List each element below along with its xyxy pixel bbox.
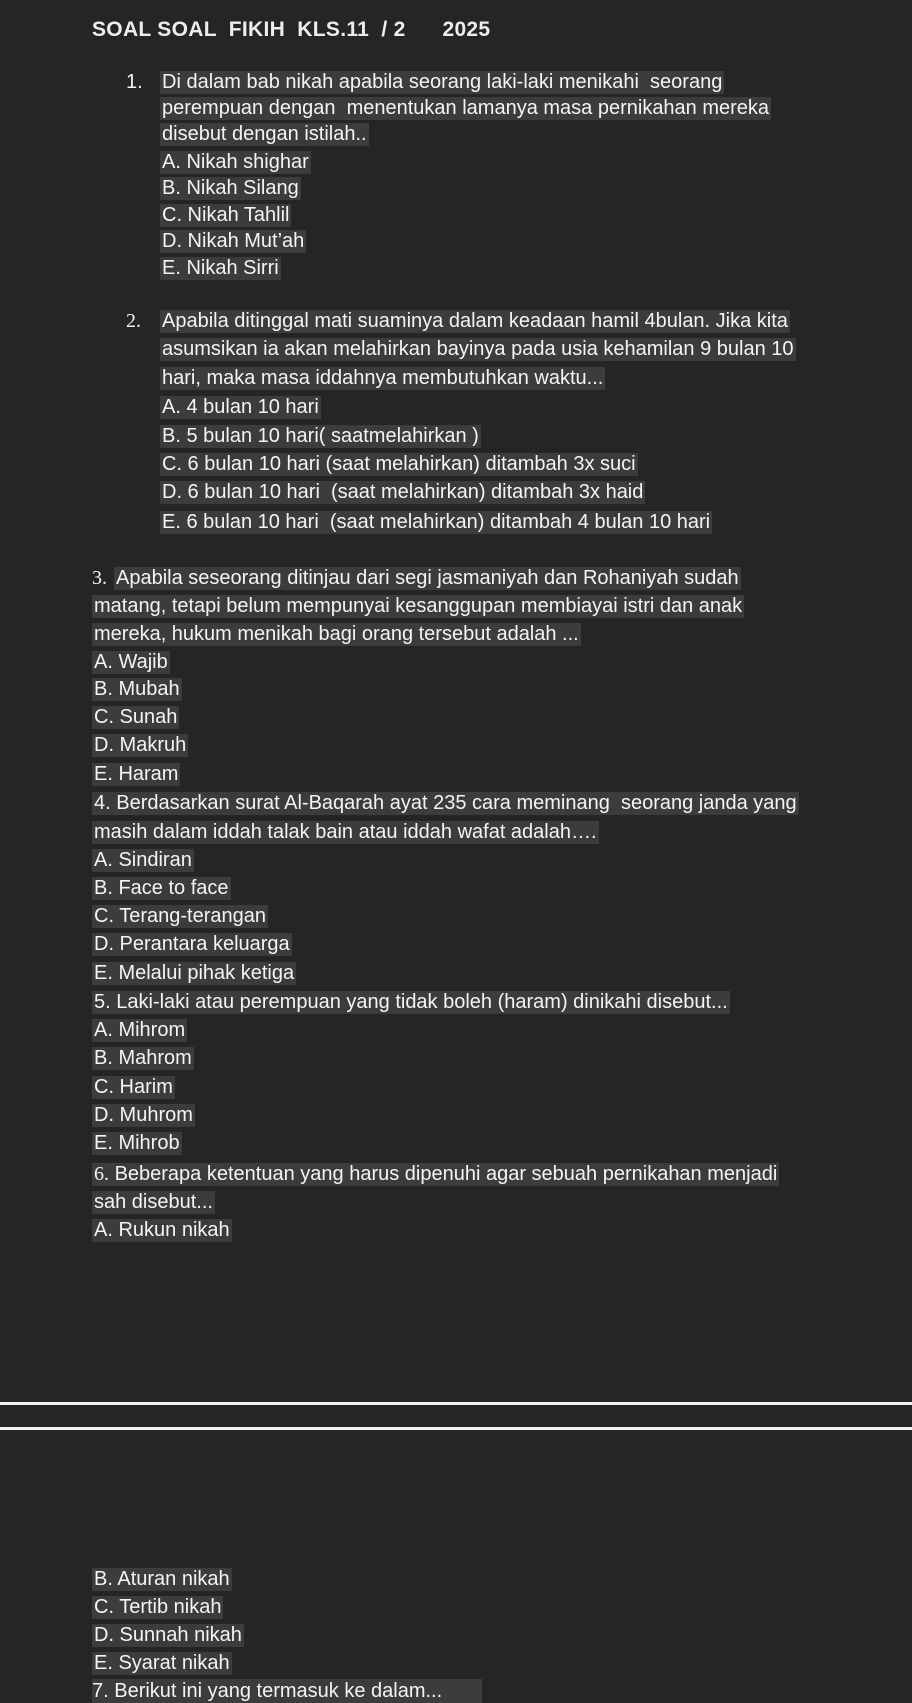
question-5-option-a: A. Mihrom: [94, 1019, 186, 1041]
question-3-line-3: mereka, hukum menikah bagi orang tersebut adalah ...: [94, 623, 579, 645]
question-6-line-1: 6. Beberapa ketentuan yang harus dipenuhi agar sebuah pernikahan menjadi: [94, 1163, 778, 1185]
question-6-line-2: sah disebut...: [94, 1191, 213, 1213]
question-1-line-2: perempuan dengan menentukan lamanya masa pernikahan mereka: [162, 97, 770, 119]
question-4-option-d: D. Perantara keluarga: [94, 933, 290, 955]
question-3-option-b: B. Mubah: [94, 678, 180, 700]
question-2-line-1: Apabila ditinggal mati suaminya dalam keadaan hamil 4bulan. Jika kita: [162, 310, 788, 332]
question-2-option-e: E. 6 bulan 10 hari (saat melahirkan) ditambah 4 bulan 10 hari: [162, 511, 711, 533]
question-5-number: 5.: [94, 991, 111, 1013]
question-5-option-c: C. Harim: [94, 1076, 173, 1098]
question-3-option-a: A. Wajib: [94, 651, 168, 673]
question-2-line-2: asumsikan ia akan melahirkan bayinya pada usia kehamilan 9 bulan 10: [162, 338, 794, 360]
question-3-number: 3.: [92, 567, 107, 589]
question-5-option-e: E. Mihrob: [94, 1132, 180, 1154]
question-4-line-1: 4. Berdasarkan surat Al-Baqarah ayat 235 cara meminang seorang janda yang: [94, 792, 797, 814]
question-6-option-b: B. Aturan nikah: [94, 1568, 230, 1590]
question-7-cutoff-line: 7. Berikut ini yang termasuk ke dalam...: [92, 1679, 482, 1689]
question-2-option-d: D. 6 bulan 10 hari (saat melahirkan) ditambah 3x haid: [162, 481, 644, 503]
page-break-line-top: [0, 1402, 912, 1405]
question-2-option-b: B. 5 bulan 10 hari( saatmelahirkan ): [162, 425, 479, 447]
question-1-number: 1.: [126, 71, 143, 93]
question-2-line-3: hari, maka masa iddahnya membutuhkan waktu...: [162, 367, 604, 389]
question-6-option-a: A. Rukun nikah: [94, 1219, 230, 1241]
question-4-option-b: B. Face to face: [94, 877, 229, 899]
question-2-option-c: C. 6 bulan 10 hari (saat melahirkan) ditambah 3x suci: [162, 453, 636, 475]
question-4-number: 4.: [94, 792, 111, 814]
question-4-option-e: E. Melalui pihak ketiga: [94, 962, 295, 984]
question-1-line-3: disebut dengan istilah..: [162, 123, 367, 145]
question-3-option-c: C. Sunah: [94, 706, 178, 728]
question-1-line-1: Di dalam bab nikah apabila seorang laki-laki menikahi seorang: [162, 71, 723, 93]
question-6-option-e: E. Syarat nikah: [94, 1652, 230, 1674]
question-5-line-1: 5. Laki-laki atau perempuan yang tidak boleh (haram) dinikahi disebut...: [94, 991, 728, 1013]
question-4-line-2: masih dalam iddah talak bain atau iddah wafat adalah….: [94, 821, 597, 843]
question-5-option-d: D. Muhrom: [94, 1104, 193, 1126]
question-2-number: 2.: [126, 310, 141, 332]
question-4-option-a: A. Sindiran: [94, 849, 192, 871]
question-2-option-a: A. 4 bulan 10 hari: [162, 396, 319, 418]
question-5-option-b: B. Mahrom: [94, 1047, 192, 1069]
document-title: SOAL SOAL FIKIH KLS.11 / 2 2025: [92, 18, 491, 41]
question-6-number: 6.: [94, 1163, 109, 1185]
question-6-option-c: C. Tertib nikah: [94, 1596, 222, 1618]
question-3-option-e: E. Haram: [94, 763, 179, 785]
question-3-line-2: matang, tetapi belum mempunyai kesanggupan membiayai istri dan anak: [94, 595, 743, 617]
question-6-option-d: D. Sunnah nikah: [94, 1624, 242, 1646]
question-1-option-b: B. Nikah Silang: [162, 177, 299, 199]
question-1-option-a: A. Nikah shighar: [162, 151, 309, 173]
question-3-option-d: D. Makruh: [94, 734, 187, 756]
question-1-option-e: E. Nikah Sirri: [162, 257, 279, 279]
question-4-option-c: C. Terang-terangan: [94, 905, 266, 927]
question-3-line-1: Apabila seseorang ditinjau dari segi jasmaniyah dan Rohaniyah sudah: [116, 567, 739, 589]
page-break-line-bottom: [0, 1427, 912, 1430]
question-1-option-c: C. Nikah Tahlil: [162, 204, 290, 226]
question-1-option-d: D. Nikah Mut’ah: [162, 230, 305, 252]
